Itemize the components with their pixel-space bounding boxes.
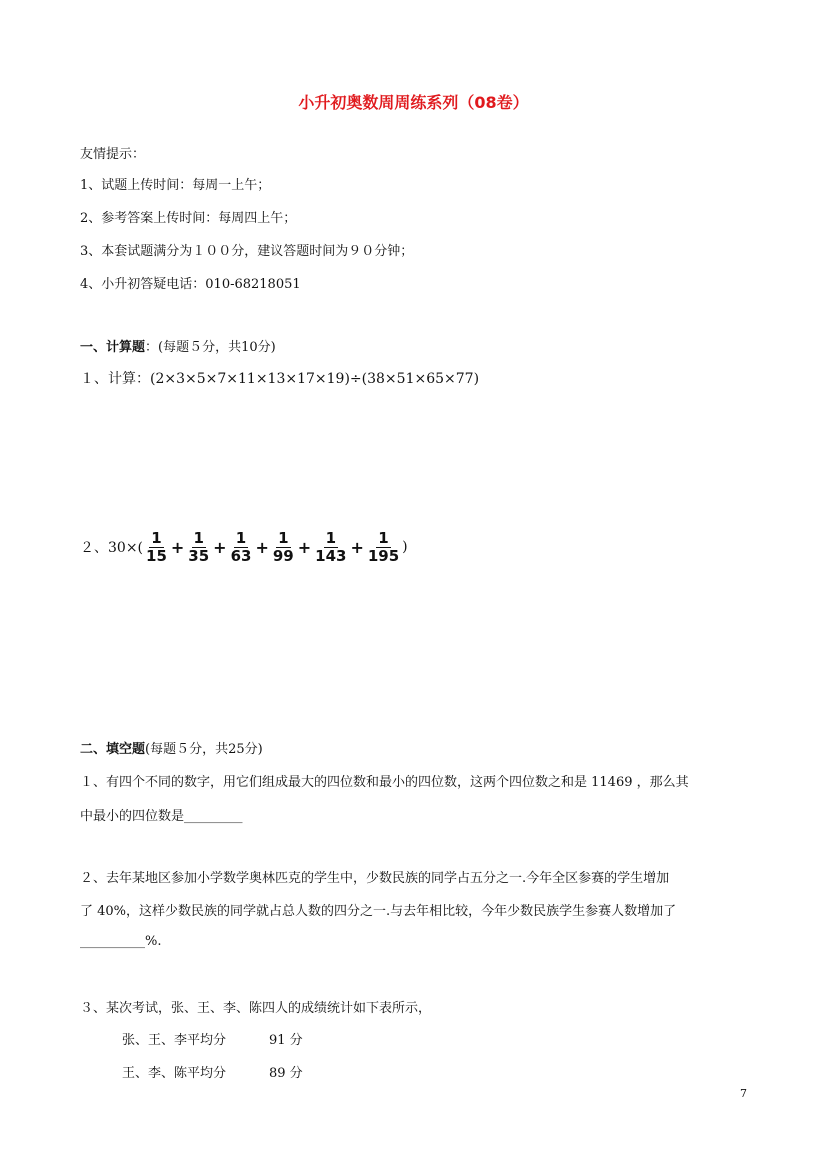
tip-item-3: 3、本套试题满分为１００分，建议答题时间为９０分钟； xyxy=(80,244,414,259)
section2-q1-line1: １、有四个不同的数字，用它们组成最大的四位数和最小的四位数，这两个四位数之和是 11469 ，那么其 xyxy=(80,775,689,790)
fraction-5-numerator: 1 xyxy=(325,528,337,547)
fraction-1-numerator: 1 xyxy=(151,528,162,547)
fraction-6-numerator: 1 xyxy=(378,528,389,547)
fraction-4-denominator: 99 xyxy=(272,546,294,565)
tip-item-4: 4、小升初答疑电话：010-68218051 xyxy=(80,277,301,292)
fraction-2 xyxy=(186,530,211,565)
tip-item-2: 2、参考答案上传时间：每周四上午； xyxy=(80,211,297,226)
section2-q2-line2: 了 40%，这样少数民族的同学就占总人数的四分之一.与去年相比较，今年少数民族学生参赛人数增加了 xyxy=(80,904,677,919)
fraction-5-denominator: 143 xyxy=(315,546,347,565)
section1-question-2 xyxy=(80,525,408,569)
section2-heading: 二、填空题 xyxy=(80,742,146,757)
plus-sign: + xyxy=(255,537,269,557)
section2-q2-line3: __________%. xyxy=(80,934,162,949)
page-title: 小升初奥数周周练系列（08卷） xyxy=(298,93,529,112)
plus-sign: + xyxy=(350,537,364,557)
fraction-6 xyxy=(366,530,401,565)
section1-question-1: １、计算：(2×3×5×7×11×13×17×19)÷(38×51×65×77) xyxy=(80,371,480,387)
section2-q2-line1: ２、去年某地区参加小学数学奥林匹克的学生中，少数民族的同学占五分之一.今年全区参赛的学生增加 xyxy=(80,871,670,886)
section1-note: ：(每题５分，共10分) xyxy=(145,340,276,355)
section1-heading: 一、计算题 xyxy=(80,340,146,355)
score-row-value: 89 分 xyxy=(269,1066,303,1081)
plus-sign: + xyxy=(170,537,185,557)
fraction-5 xyxy=(313,530,348,565)
fraction-2-numerator: 1 xyxy=(193,528,204,547)
fraction-3 xyxy=(229,530,254,565)
section2-q3-line1: ３、某次考试，张、王、李、陈四人的成绩统计如下表所示， xyxy=(80,1001,432,1016)
score-row-label: 张、王、李平均分 xyxy=(122,1033,227,1048)
section1-header xyxy=(80,336,276,355)
section2-header xyxy=(80,738,263,757)
fraction-1 xyxy=(144,530,169,565)
page-number: 7 xyxy=(740,1087,747,1100)
tips-heading: 友情提示： xyxy=(80,147,146,162)
plus-sign: + xyxy=(213,537,227,557)
plus-sign: + xyxy=(297,537,312,557)
q2-suffix: ) xyxy=(402,539,408,555)
fraction-3-denominator: 63 xyxy=(230,546,252,565)
section2-q1-line2: 中最小的四位数是_________ xyxy=(80,809,243,824)
tip-item-1: 1、试题上传时间：每周一上午； xyxy=(80,178,271,193)
fraction-4 xyxy=(271,530,296,565)
fraction-6-denominator: 195 xyxy=(367,546,400,565)
score-row-value: 91 分 xyxy=(269,1033,303,1048)
fraction-3-numerator: 1 xyxy=(235,528,247,547)
fraction-4-numerator: 1 xyxy=(278,528,289,547)
score-row-label: 王、李、陈平均分 xyxy=(122,1066,227,1081)
fraction-2-denominator: 35 xyxy=(188,546,210,565)
fraction-1-denominator: 15 xyxy=(146,546,167,565)
section2-note: (每题５分，共25分) xyxy=(145,742,263,757)
q2-prefix: ２、30×( xyxy=(80,540,144,556)
